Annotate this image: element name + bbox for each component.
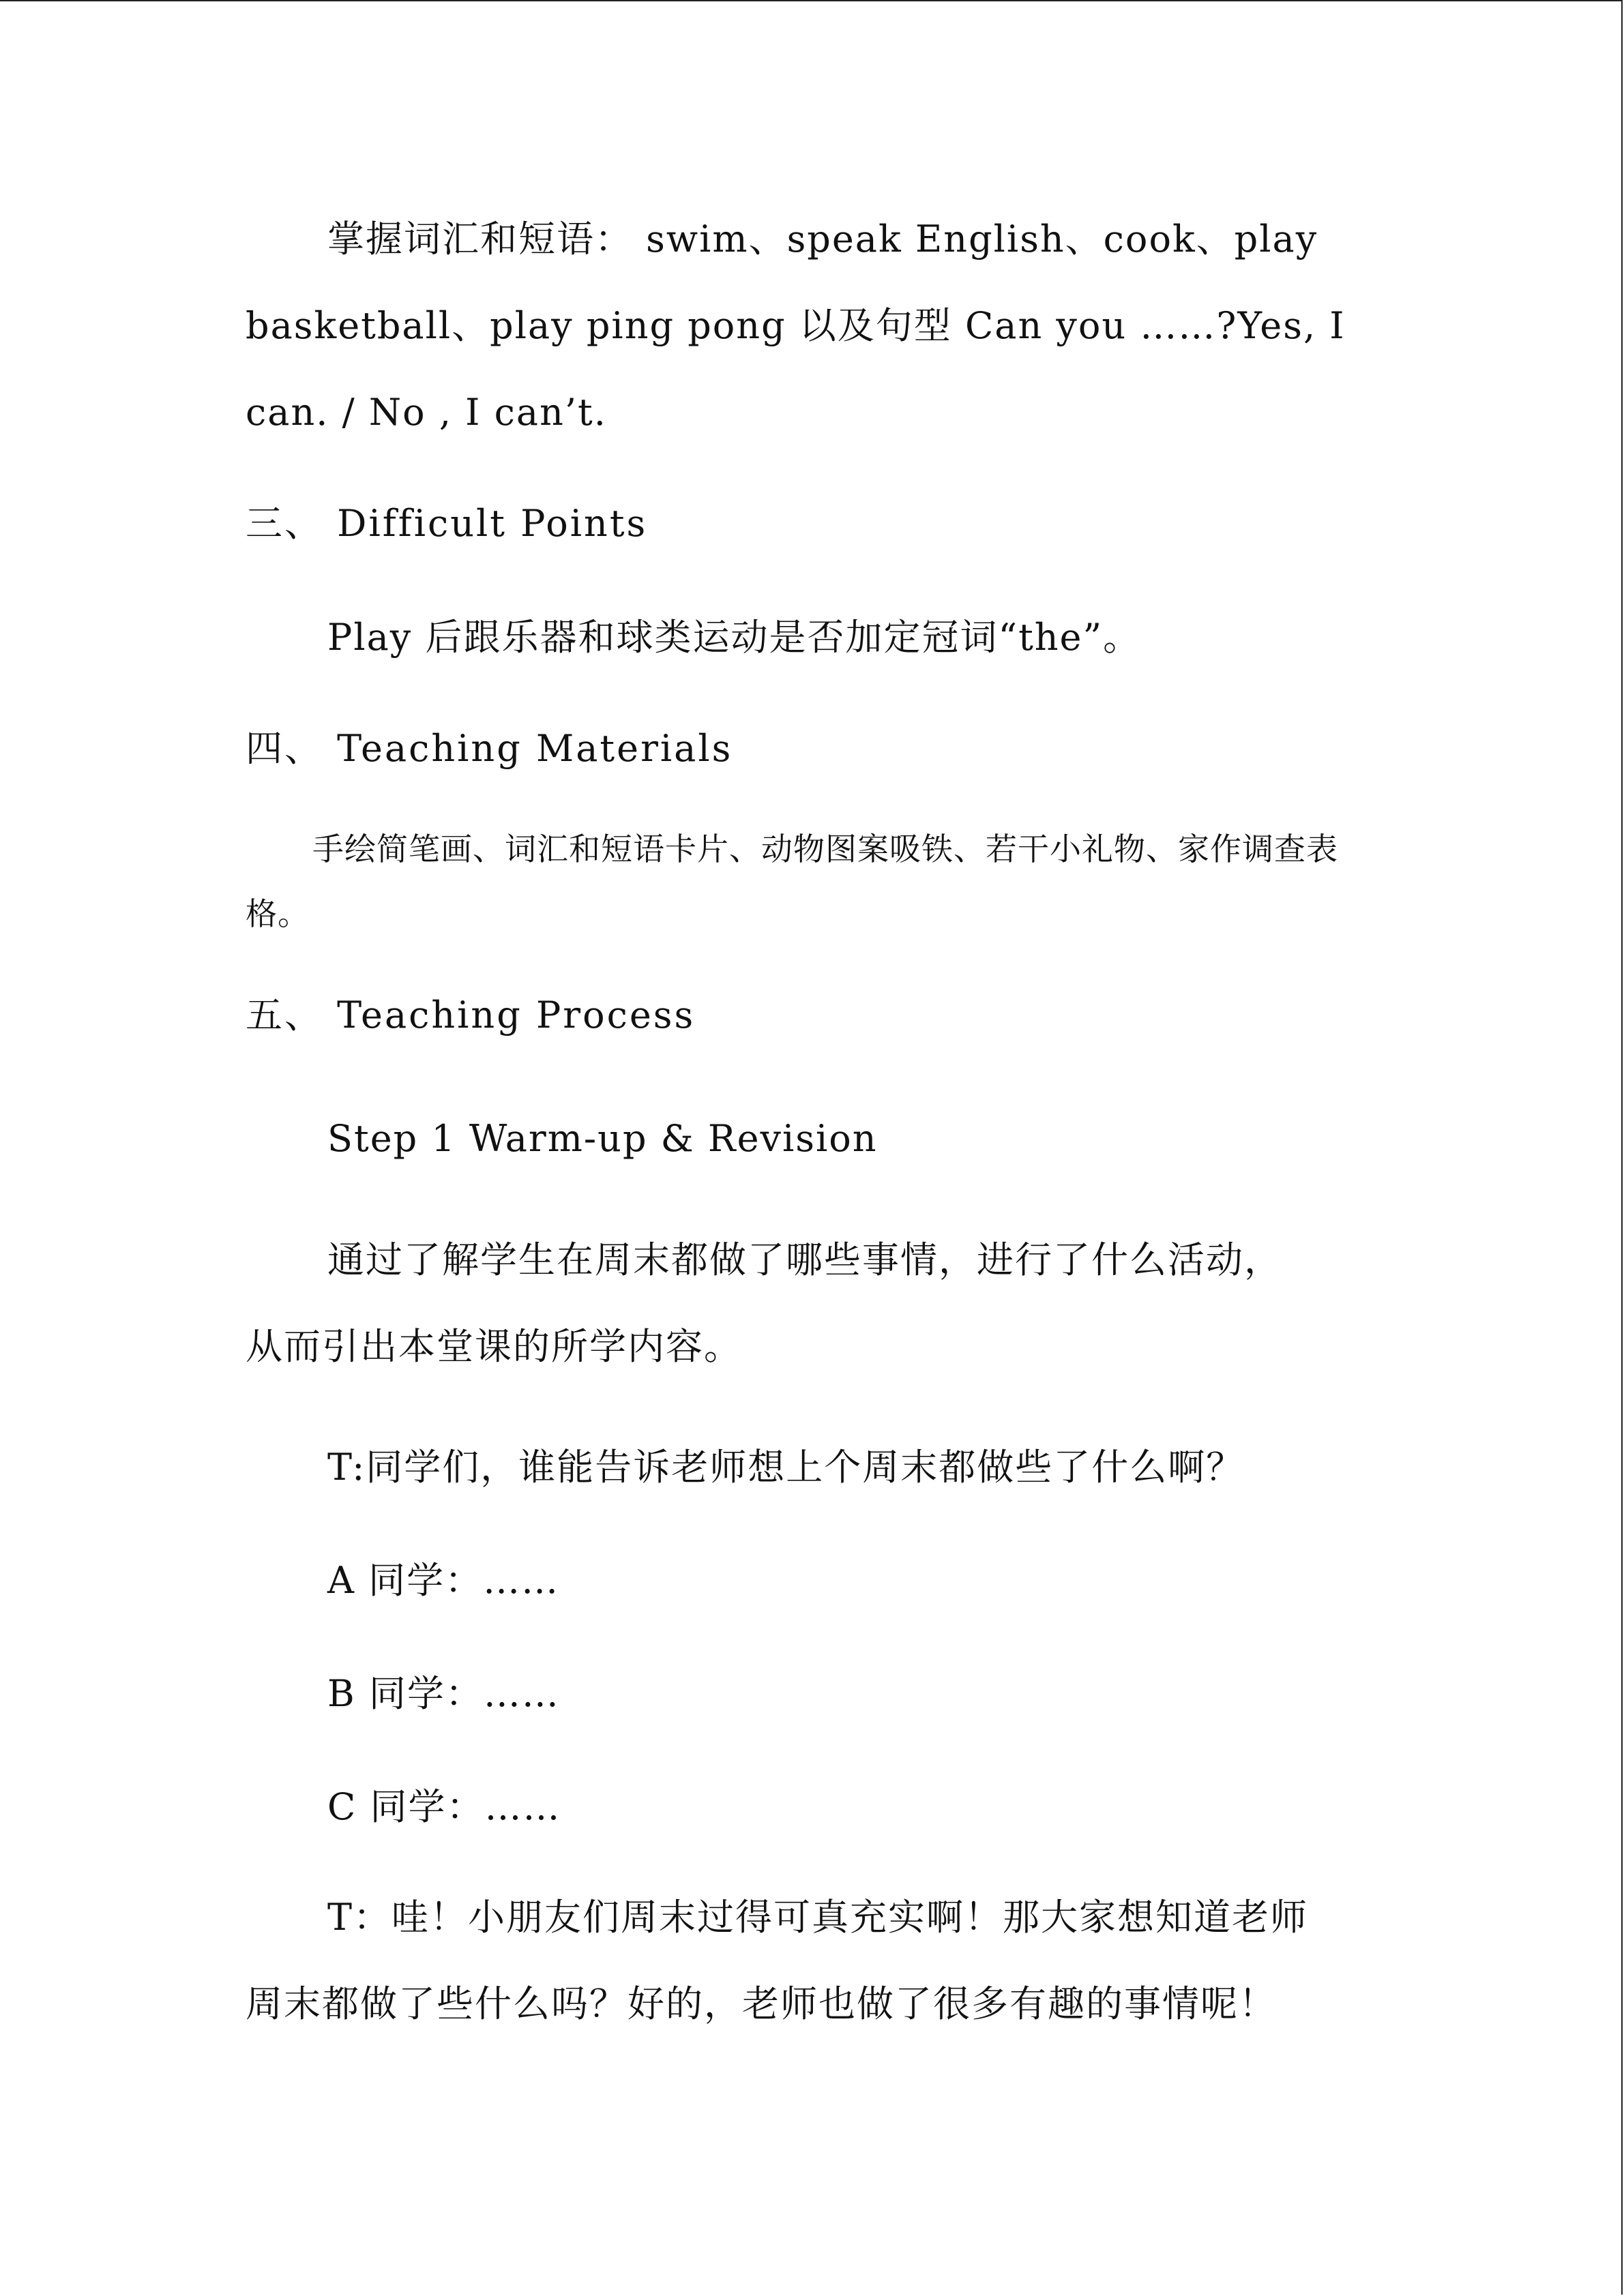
materials-text-line-2: 格。 — [246, 895, 310, 932]
vocab-line-2: basketball、play ping pong 以及句型 Can you ……?Yes, I — [246, 304, 1346, 347]
process-heading: 五、 Teaching Process — [246, 994, 696, 1037]
vocab-line-1: 掌握词汇和短语： swim、speak English、cook、play — [327, 218, 1318, 260]
step1-intro-line-1: 通过了解学生在周末都做了哪些事情，进行了什么活动， — [327, 1238, 1282, 1281]
step1-intro-line-2: 从而引出本堂课的所学内容。 — [246, 1325, 742, 1368]
dialogue-student-c: C 同学：…… — [327, 1785, 561, 1828]
teacher-reply-line-2: 周末都做了些什么吗？好的，老师也做了很多有趣的事情呢！ — [246, 1982, 1277, 2025]
materials-text-line-1: 手绘简笔画、词汇和短语卡片、动物图案吸铁、若干小礼物、家作调查表 — [312, 831, 1338, 867]
difficult-points-text: Play 后跟乐器和球类运动是否加定冠词“the”。 — [327, 616, 1142, 659]
materials-heading: 四、 Teaching Materials — [246, 727, 733, 770]
dialogue-student-b: B 同学：…… — [327, 1672, 560, 1715]
step1-heading: Step 1 Warm-up & Revision — [327, 1117, 878, 1160]
dialogue-teacher-question: T:同学们，谁能告诉老师想上个周末都做些了什么啊？ — [327, 1446, 1245, 1489]
dialogue-student-a: A 同学：…… — [327, 1559, 560, 1602]
difficult-points-heading: 三、 Difficult Points — [246, 502, 648, 545]
teacher-reply-line-1: T：哇！小朋友们周末过得可真充实啊！那大家想知道老师 — [327, 1896, 1309, 1939]
vocab-line-3: can. / No , I can’t. — [246, 391, 607, 434]
